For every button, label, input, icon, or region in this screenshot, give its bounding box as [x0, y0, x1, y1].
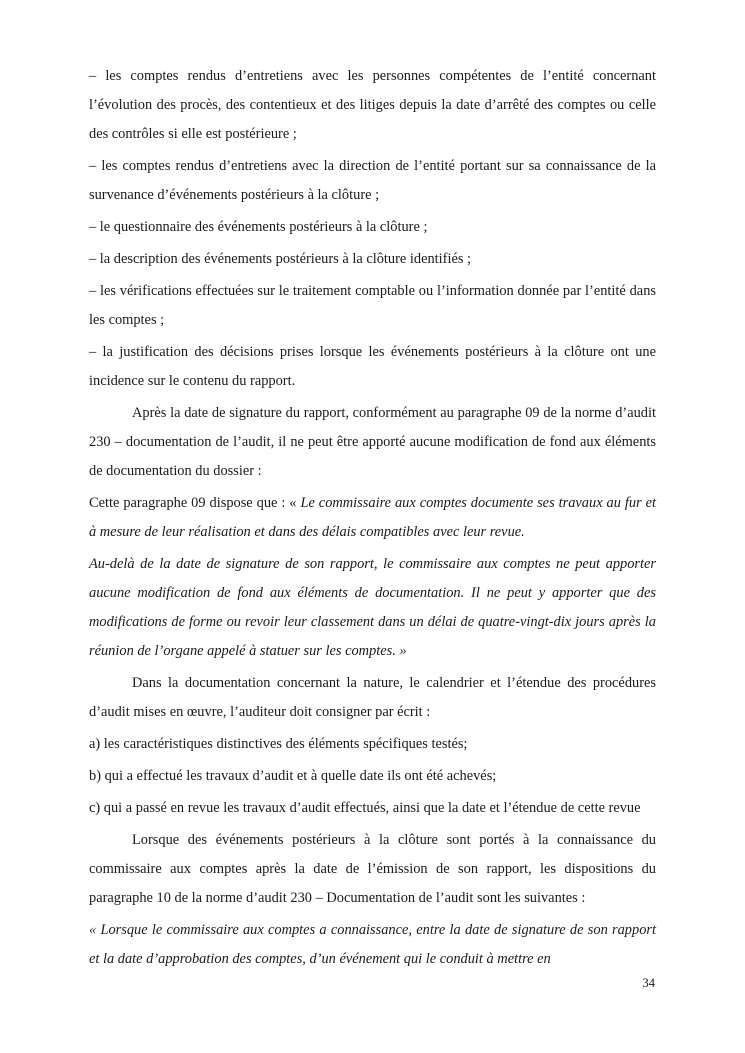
- list-item-c: c) qui a passé en revue les travaux d’audit effectués, ainsi que la date et l’étendue de cette revue: [89, 800, 641, 816]
- quote-lead-text: Cette paragraphe 09 dispose que : «: [89, 495, 301, 511]
- bullet-paragraph-5: – les vérifications effectuées sur le traitement comptable ou l’information donnée par l’entité dans les comptes ;: [89, 283, 656, 328]
- bullet-paragraph-3: – le questionnaire des événements postérieurs à la clôture ;: [89, 219, 428, 235]
- bullet-paragraph-4: – la description des événements postérieurs à la clôture identifiés ;: [89, 251, 472, 267]
- body-paragraph-documentation: Dans la documentation concernant la nature, le calendrier et l’étendue des procédures d’audit mises en œuvre, l’auditeur doit consigner par écrit :: [89, 675, 656, 720]
- page-number: 34: [642, 976, 655, 990]
- quote-paragraph: Au-delà de la date de signature de son rapport, le commissaire aux comptes ne peut apporter aucune modification de fond aux éléments de documentation. Il ne peut y apporter que des modifications de forme ou revoir leur classement dans un délai de quatre-vingt-dix jours après la réunion de l’organe appelé à statuer sur les comptes. »: [89, 556, 656, 659]
- bullet-paragraph-6: – la justification des décisions prises lorsque les événements postérieurs à la clôture ont une incidence sur le contenu du rapport.: [89, 344, 656, 389]
- list-item-b: b) qui a effectué les travaux d’audit et à quelle date ils ont été achevés;: [89, 768, 497, 784]
- bullet-paragraph-1: – les comptes rendus d’entretiens avec les personnes compétentes de l’entité concernant l’évolution des procès, des contentieux et des litiges depuis la date d’arrêté des comptes ou celle des contrôles si elle est postérieure ;: [89, 68, 656, 142]
- body-paragraph-signature: Après la date de signature du rapport, conformément au paragraphe 09 de la norme d’audit 230 – documentation de l’audit, il ne peut être apporté aucune modification de fond aux éléments de documentation du dossier :: [89, 405, 656, 479]
- quote-intro-paragraph: [89, 489, 656, 547]
- page-body: [89, 62, 656, 974]
- bullet-paragraph-2: – les comptes rendus d’entretiens avec la direction de l’entité portant sur sa connaissance de la survenance d’événements postérieurs à la clôture ;: [89, 158, 656, 203]
- quote-paragraph-final: « Lorsque le commissaire aux comptes a connaissance, entre la date de signature de son rapport et la date d’approbation des comptes, d’un événement qui le conduit à mettre en: [89, 922, 656, 967]
- list-item-a: a) les caractéristiques distinctives des éléments spécifiques testés;: [89, 736, 468, 752]
- quote-text: Le commissaire aux comptes documente ses travaux au fur et à mesure de leur réalisation et dans des délais compatibles avec leur revue.: [89, 495, 656, 540]
- body-paragraph-events: Lorsque des événements postérieurs à la clôture sont portés à la connaissance du commissaire aux comptes après la date de l’émission de son rapport, les dispositions du paragraphe 10 de la norme d’audit 230 – Documentation de l’audit sont les suivantes :: [89, 832, 656, 906]
